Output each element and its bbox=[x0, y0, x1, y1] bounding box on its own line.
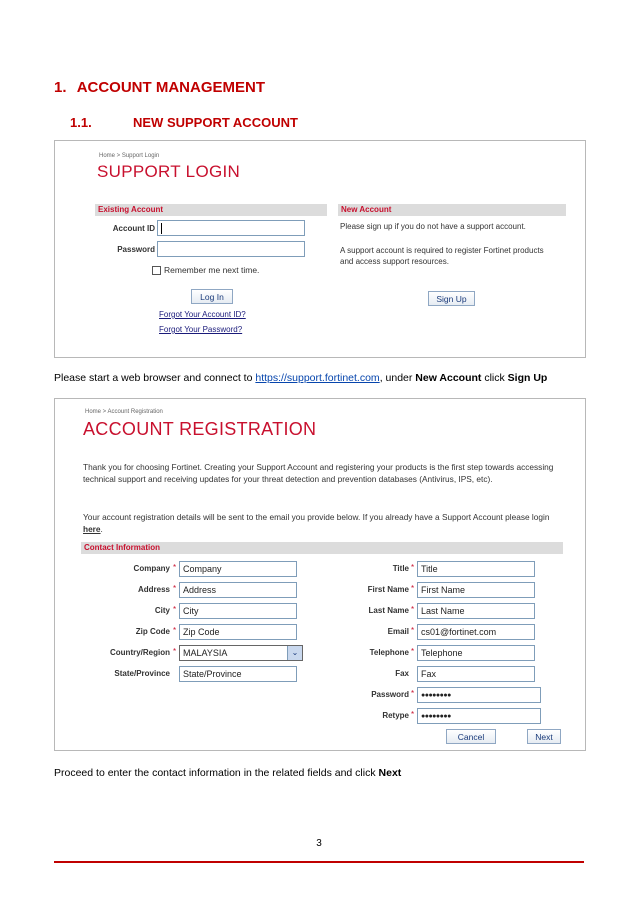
field-value: Fax bbox=[421, 669, 437, 679]
field-value: ●●●●●●●● bbox=[421, 692, 451, 699]
instruction-contact bbox=[54, 767, 401, 779]
field-input[interactable] bbox=[179, 603, 297, 619]
field-value: Zip Code bbox=[183, 627, 220, 637]
instruction-text: Proceed to enter the contact information in the related fields and click bbox=[54, 767, 379, 779]
field-value: cs01@fortinet.com bbox=[421, 627, 497, 637]
field-value: Last Name bbox=[421, 606, 465, 616]
field-label: Company bbox=[133, 564, 170, 573]
registration-intro: Thank you for choosing Fortinet. Creating your Support Account and registering your products is the first step towards accessing technical support and receiving updates for your threat detection and prevention databases (Antivirus, IPS, etc). bbox=[83, 462, 554, 484]
field-input[interactable] bbox=[417, 603, 535, 619]
field-label: Email bbox=[387, 627, 409, 636]
field-label: Title bbox=[392, 564, 409, 573]
instruction-bold: Sign Up bbox=[507, 372, 548, 384]
field-value: MALAYSIA bbox=[183, 648, 228, 658]
field-value: First Name bbox=[421, 585, 466, 595]
field-label: City bbox=[154, 606, 170, 615]
registration-details bbox=[83, 512, 553, 535]
required-marker: * bbox=[411, 605, 415, 614]
support-login-title: SUPPORT LOGIN bbox=[97, 162, 241, 181]
forgot-account-id-link[interactable]: Forgot Your Account ID? bbox=[159, 310, 246, 319]
subsection-title: NEW SUPPORT ACCOUNT bbox=[133, 115, 298, 130]
required-marker: * bbox=[173, 605, 177, 614]
required-marker: * bbox=[173, 563, 177, 572]
field-input[interactable] bbox=[417, 624, 535, 640]
field-label: Zip Code bbox=[135, 627, 170, 636]
field-label: Retype bbox=[382, 711, 409, 720]
page-number: 3 bbox=[316, 838, 322, 849]
field-input[interactable] bbox=[179, 624, 297, 640]
required-marker: * bbox=[411, 710, 415, 719]
field-value: Company bbox=[183, 564, 222, 574]
field-value: State/Province bbox=[183, 669, 242, 679]
login-button[interactable]: Log In bbox=[191, 289, 233, 304]
field-input[interactable] bbox=[417, 561, 535, 577]
required-marker: * bbox=[411, 584, 415, 593]
footer-divider bbox=[54, 861, 584, 863]
password-label: Password bbox=[117, 245, 155, 254]
password-field[interactable] bbox=[417, 687, 541, 703]
section-number: 1. bbox=[54, 79, 67, 96]
required-marker: * bbox=[173, 626, 177, 635]
account-id-input[interactable] bbox=[157, 220, 305, 236]
field-input[interactable] bbox=[179, 666, 297, 682]
support-login-screenshot bbox=[54, 140, 586, 358]
remember-checkbox[interactable] bbox=[152, 266, 161, 275]
details-text: Your account registration details will be sent to the email you provide below. If you already have a Support Account please login bbox=[83, 512, 550, 522]
field-label: Telephone bbox=[369, 648, 409, 657]
country-select[interactable] bbox=[179, 645, 303, 661]
instruction-bold: Next bbox=[378, 767, 402, 779]
required-marker: * bbox=[411, 647, 415, 656]
sign-up-button[interactable]: Sign Up bbox=[428, 291, 475, 306]
field-value: Address bbox=[183, 585, 217, 595]
field-label: State/Province bbox=[114, 669, 170, 678]
instruction-text: , under bbox=[379, 372, 416, 384]
instruction-text: Please start a web browser and connect to bbox=[54, 372, 256, 384]
new-account-header: New Account bbox=[338, 204, 566, 216]
section-heading bbox=[54, 79, 265, 96]
field-input[interactable] bbox=[179, 582, 297, 598]
field-input[interactable] bbox=[179, 561, 297, 577]
support-account-text: A support account is required to register Fortinet products and access support resources. bbox=[340, 246, 544, 266]
remember-label: Remember me next time. bbox=[164, 265, 260, 275]
existing-account-header: Existing Account bbox=[95, 204, 327, 216]
required-marker: * bbox=[411, 626, 415, 635]
password-input[interactable] bbox=[157, 241, 305, 257]
field-value: ●●●●●●●● bbox=[421, 713, 451, 720]
subsection-number: 1.1. bbox=[70, 115, 92, 130]
chevron-down-icon[interactable]: ⌄ bbox=[287, 646, 302, 660]
field-label: Country/Region bbox=[110, 648, 170, 657]
breadcrumb: Home > Support Login bbox=[99, 153, 160, 159]
field-label: Password bbox=[371, 690, 409, 699]
field-input[interactable] bbox=[417, 582, 535, 598]
account-id-label: Account ID bbox=[112, 224, 155, 233]
details-period: . bbox=[100, 523, 103, 534]
field-input[interactable] bbox=[417, 666, 535, 682]
forgot-password-link[interactable]: Forgot Your Password? bbox=[159, 325, 243, 334]
instruction-bold: New Account bbox=[415, 372, 482, 384]
breadcrumb: Home > Account Registration bbox=[85, 409, 163, 415]
instruction-connect bbox=[54, 372, 547, 384]
here-link[interactable]: here bbox=[83, 523, 101, 534]
field-value: City bbox=[183, 606, 199, 616]
field-input[interactable] bbox=[417, 645, 535, 661]
field-label: Last Name bbox=[368, 606, 409, 615]
password-field[interactable] bbox=[417, 708, 541, 724]
field-label: First Name bbox=[367, 585, 409, 594]
cancel-button[interactable]: Cancel bbox=[446, 729, 496, 744]
instruction-text: click bbox=[481, 372, 508, 384]
required-marker: * bbox=[411, 563, 415, 572]
required-marker: * bbox=[173, 647, 177, 656]
section-title: ACCOUNT MANAGEMENT bbox=[76, 79, 266, 96]
next-button[interactable]: Next bbox=[527, 729, 561, 744]
required-marker: * bbox=[411, 689, 415, 698]
required-marker: * bbox=[173, 584, 177, 593]
field-label: Fax bbox=[395, 669, 409, 678]
registration-title: ACCOUNT REGISTRATION bbox=[83, 419, 317, 439]
field-value: Telephone bbox=[421, 648, 463, 658]
field-value: Title bbox=[421, 564, 438, 574]
account-registration-screenshot bbox=[54, 398, 586, 751]
support-url-link[interactable]: https://support.fortinet.com bbox=[255, 372, 380, 384]
field-label: Address bbox=[137, 585, 170, 594]
contact-information-header: Contact Information bbox=[81, 542, 563, 554]
new-account-text: Please sign up if you do not have a support account. bbox=[340, 222, 526, 231]
